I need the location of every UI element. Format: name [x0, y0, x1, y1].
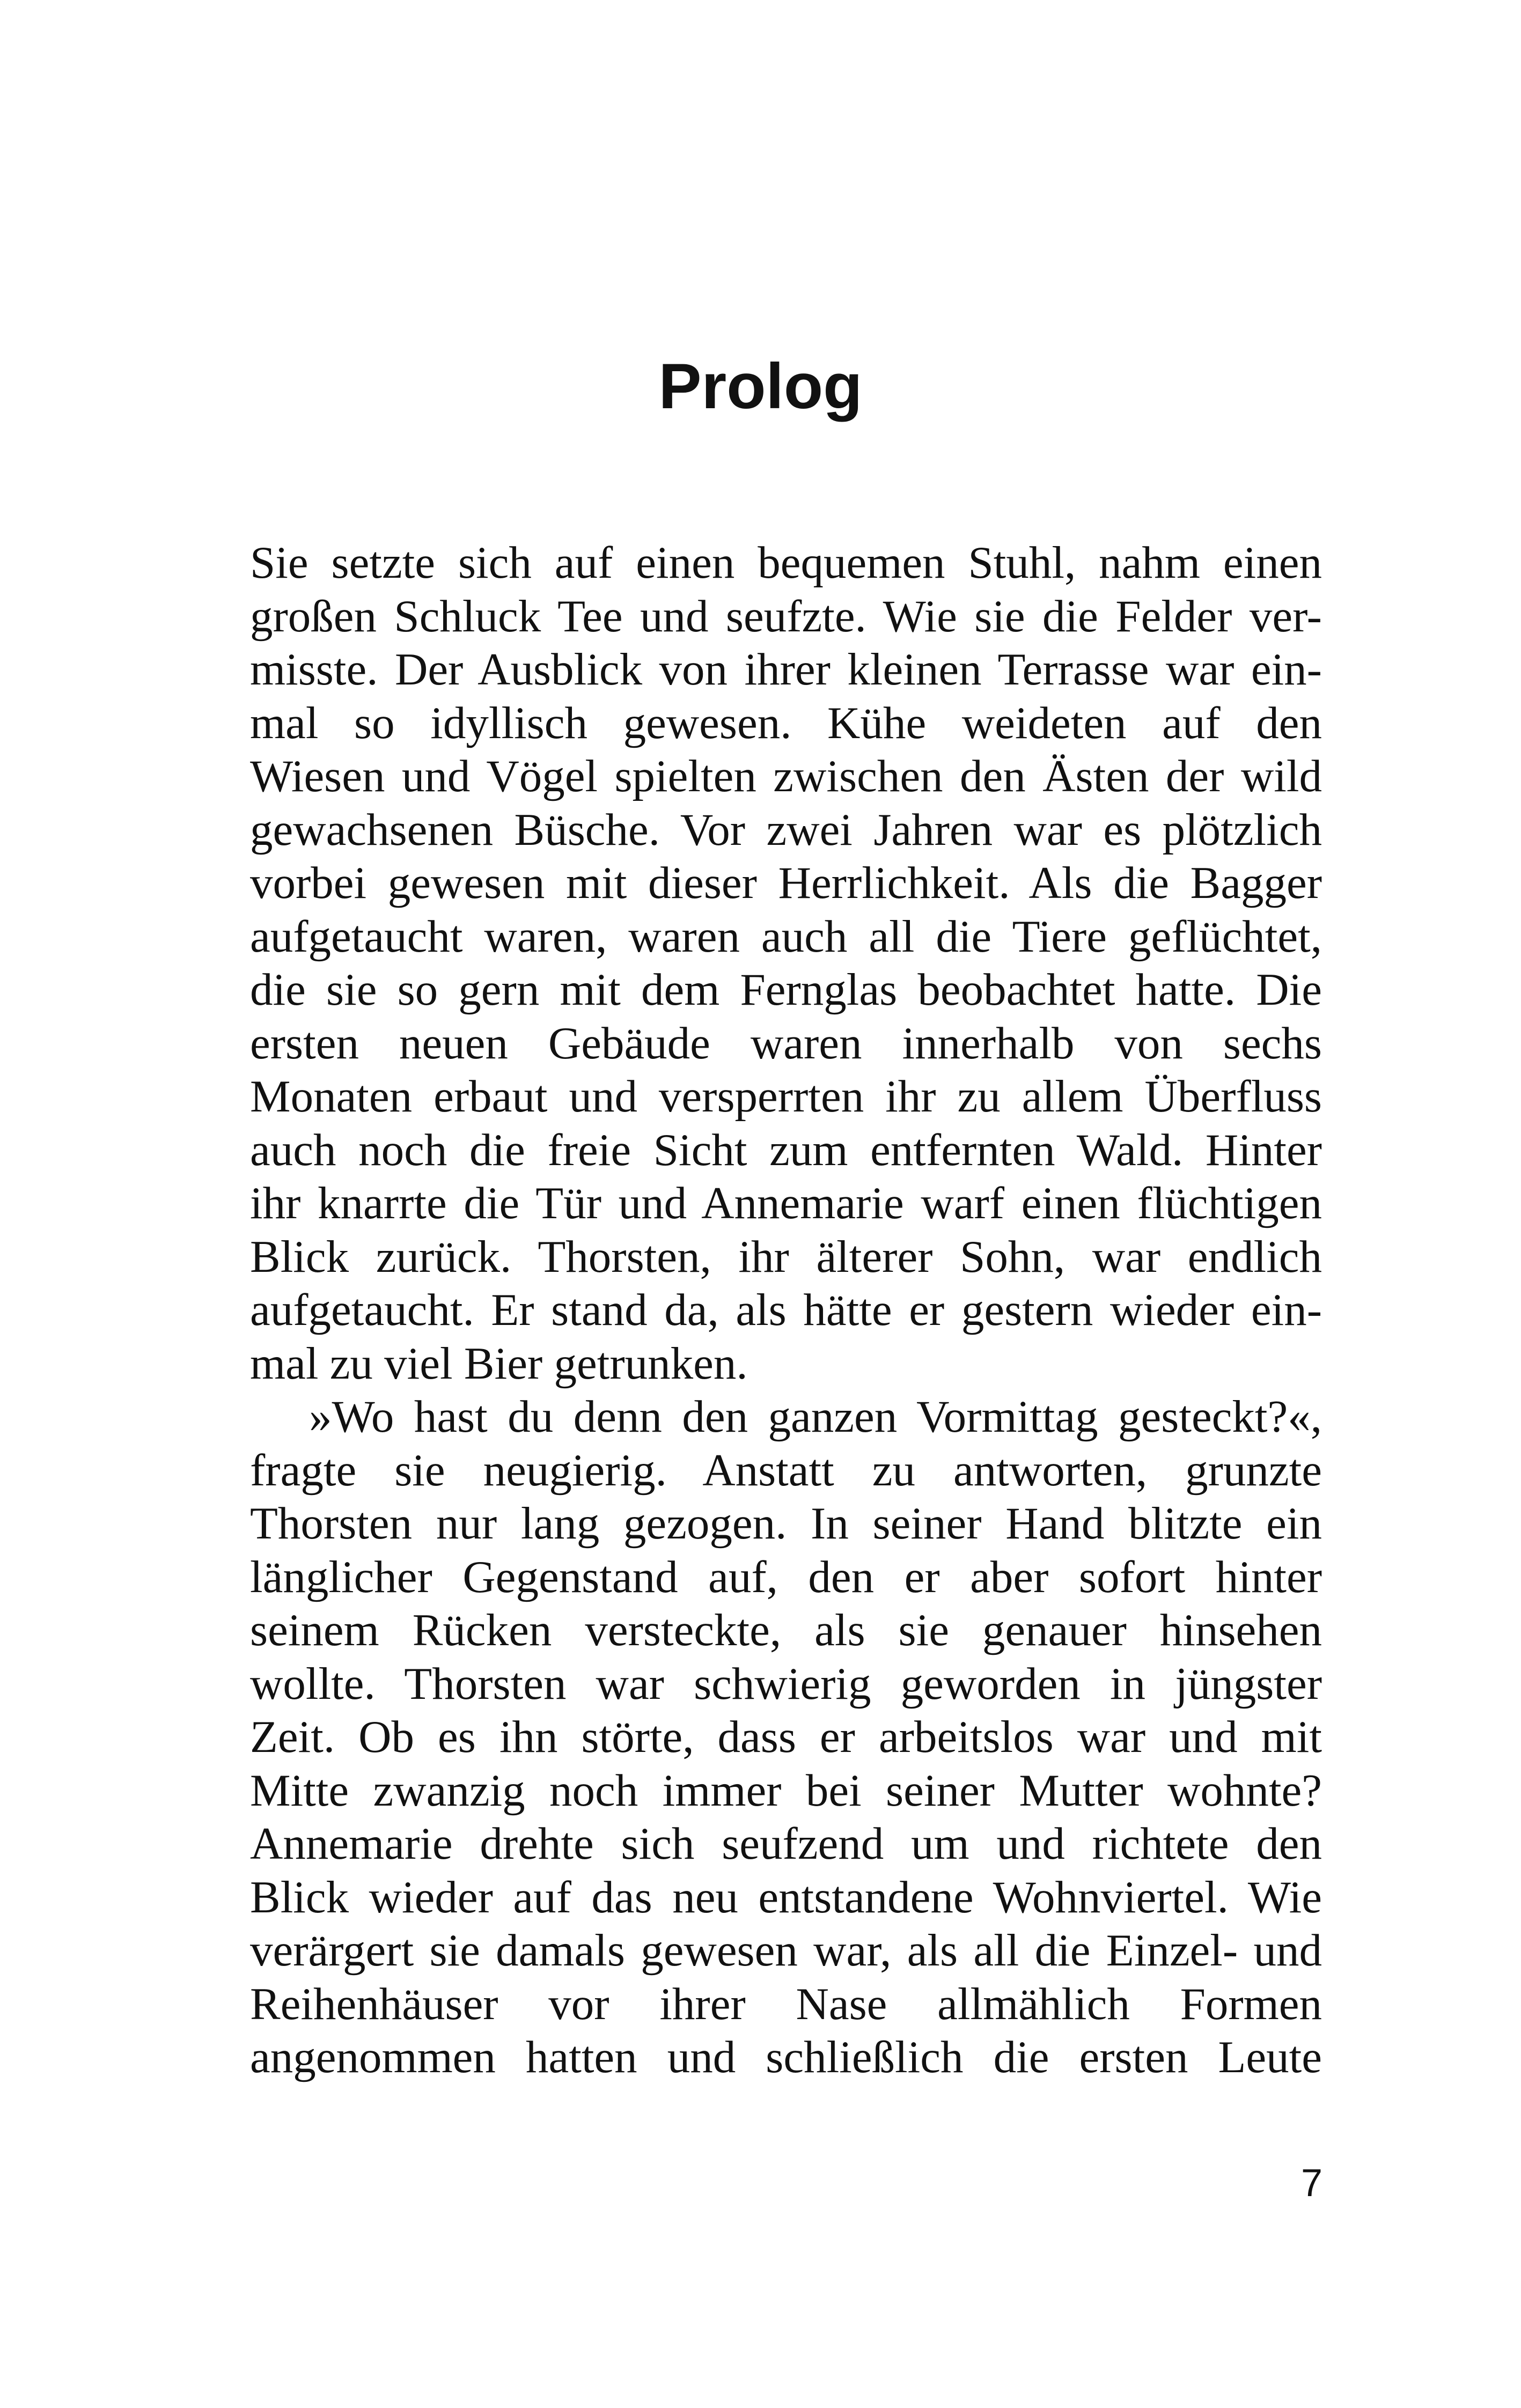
text-line: großen Schluck Tee und seufzte. Wie sie die Felder ver-: [250, 591, 1322, 642]
text-line: Annemarie drehte sich seufzend um und richtete den: [250, 1818, 1322, 1869]
text-line: Reihenhäuser vor ihrer Nase allmählich Formen: [250, 1978, 1322, 2029]
text-line: aufgetaucht waren, waren auch all die Tiere geflüchtet,: [250, 911, 1322, 962]
text-line: mal zu viel Bier getrunken.: [250, 1338, 748, 1389]
text-line: Mitte zwanzig noch immer bei seiner Mutter wohnte?: [250, 1765, 1322, 1816]
text-line: ersten neuen Gebäude waren innerhalb von sechs: [250, 1018, 1322, 1069]
page-number: 7: [1300, 2162, 1322, 2205]
text-line: auch noch die freie Sicht zum entfernten Wald. Hinter: [250, 1124, 1322, 1175]
text-line: vorbei gewesen mit dieser Herrlichkeit. Als die Bagger: [250, 858, 1322, 908]
text-line: aufgetaucht. Er stand da, als hätte er gestern wieder ein-: [250, 1285, 1322, 1335]
text-line: Blick zurück. Thorsten, ihr älterer Sohn, war endlich: [250, 1231, 1322, 1282]
text-line: gewachsenen Büsche. Vor zwei Jahren war es plötzlich: [250, 804, 1322, 855]
text-line: Zeit. Ob es ihn störte, dass er arbeitslos war und mit: [250, 1712, 1322, 1762]
text-line: länglicher Gegenstand auf, den er aber sofort hinter: [250, 1551, 1322, 1602]
text-line: fragte sie neugierig. Anstatt zu antworten, grunzte: [250, 1445, 1322, 1496]
text-line: seinem Rücken versteckte, als sie genauer hinsehen: [250, 1605, 1322, 1655]
text-line: Thorsten nur lang gezogen. In seiner Hand blitzte ein: [250, 1498, 1322, 1549]
text-line: »Wo hast du denn den ganzen Vormittag gesteckt?«,: [309, 1391, 1322, 1442]
text-line: misste. Der Ausblick von ihrer kleinen Terrasse war ein-: [250, 644, 1322, 695]
text-line: wollte. Thorsten war schwierig geworden in jüngster: [250, 1658, 1322, 1709]
body-text: [250, 536, 1322, 2085]
text-line: verärgert sie damals gewesen war, als all die Einzel- und: [250, 1925, 1322, 1976]
text-line: Blick wieder auf das neu entstandene Wohnviertel. Wie: [250, 1872, 1322, 1923]
text-line: angenommen hatten und schließlich die ersten Leute: [250, 2032, 1322, 2082]
text-line: mal so idyllisch gewesen. Kühe weideten auf den: [250, 697, 1322, 748]
text-line: Wiesen und Vögel spielten zwischen den Ästen der wild: [250, 751, 1322, 801]
text-line: Sie setzte sich auf einen bequemen Stuhl, nahm einen: [250, 537, 1322, 588]
chapter-title: Prolog: [658, 350, 863, 422]
text-line: die sie so gern mit dem Fernglas beobachtet hatte. Die: [250, 964, 1322, 1015]
text-line: ihr knarrte die Tür und Annemarie warf einen flüchtigen: [250, 1178, 1322, 1228]
text-line: Monaten erbaut und versperrten ihr zu allem Überfluss: [250, 1071, 1322, 1122]
